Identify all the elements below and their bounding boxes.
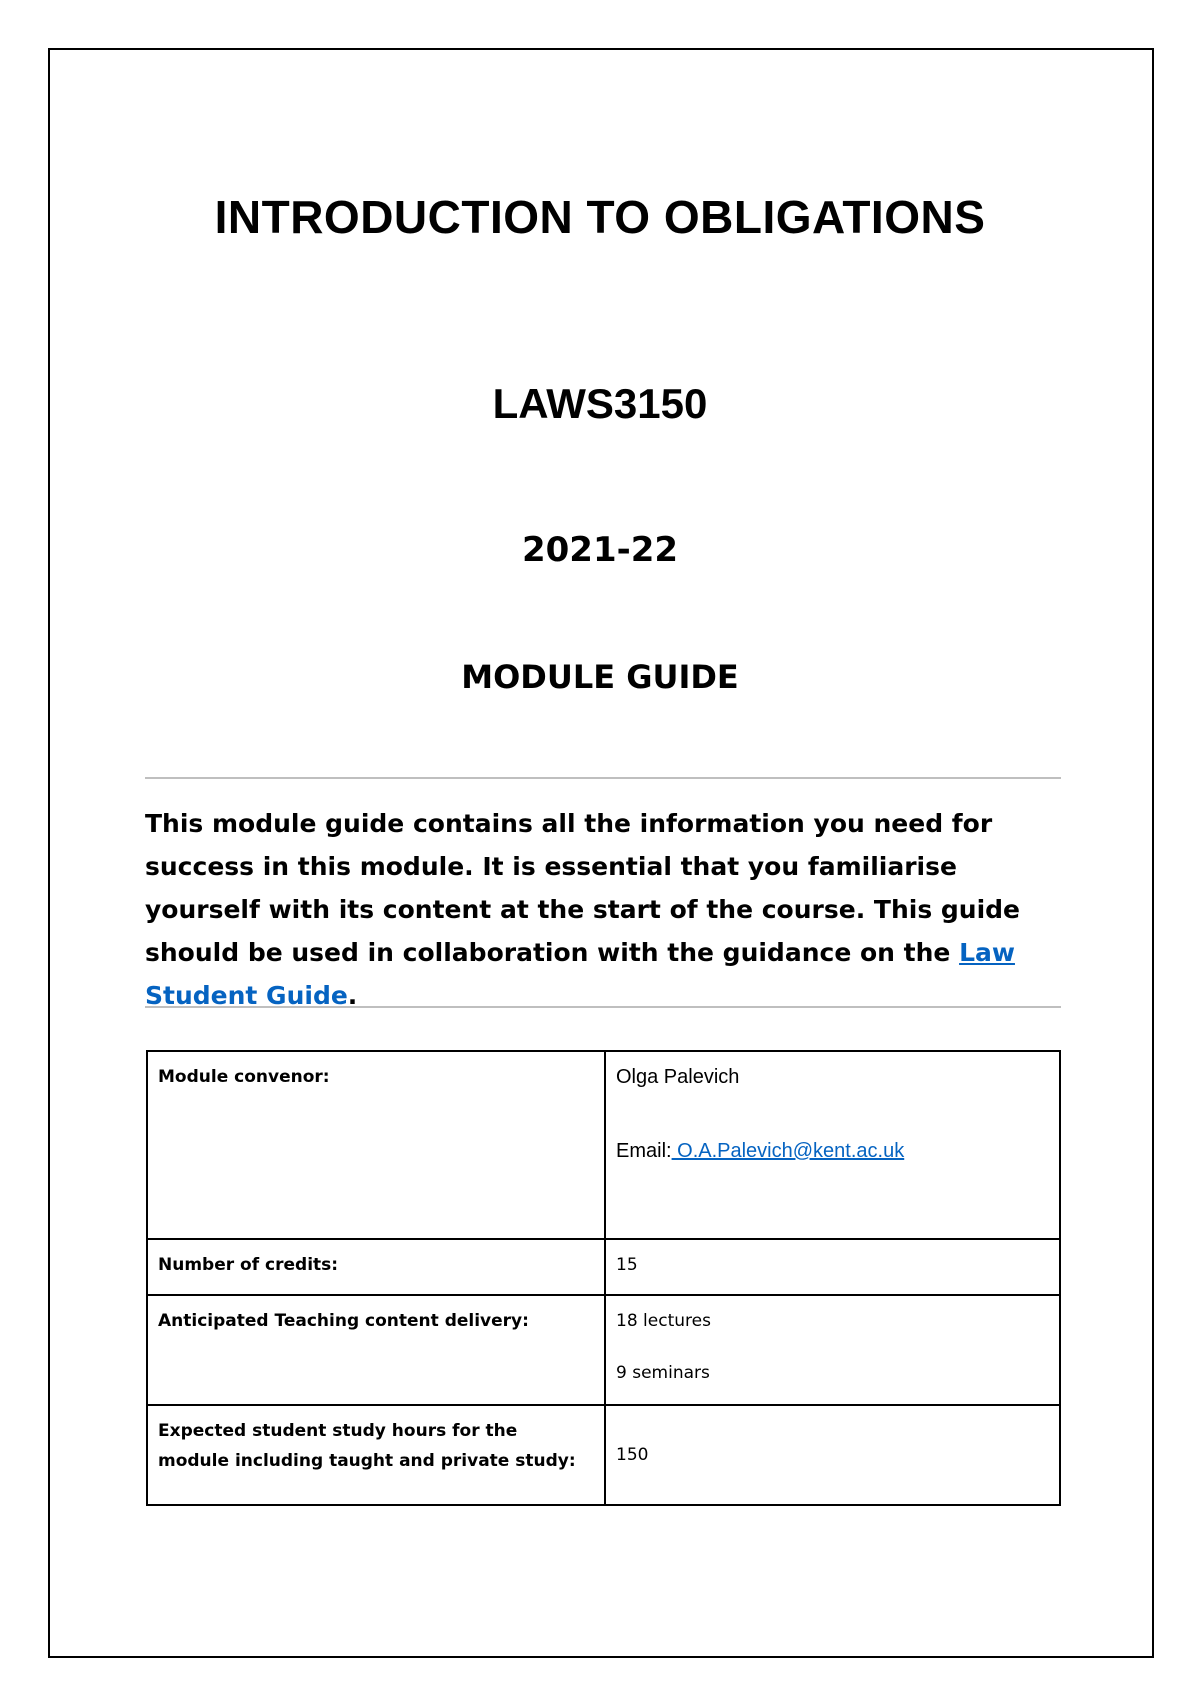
- convenor-cell: [605, 1051, 1060, 1239]
- document-subtitle: MODULE GUIDE: [461, 658, 739, 696]
- divider-top: [145, 777, 1061, 779]
- credits-value: 15: [605, 1239, 1060, 1295]
- intro-text: This module guide contains all the information you need for success in this module. It is essential that you familiarise yourself with its content at the start of the course. This guide should be used in collaboration with the guidance on the: [145, 809, 1021, 967]
- page-title: INTRODUCTION TO OBLIGATIONS: [214, 191, 986, 243]
- convenor-email-line: [616, 1136, 1049, 1166]
- hours-label: Expected student study hours for the module including taught and private study:: [147, 1405, 605, 1505]
- module-info-table: [146, 1050, 1061, 1506]
- delivery-cell: [605, 1295, 1060, 1405]
- academic-year: 2021-22: [521, 530, 679, 570]
- delivery-label: Anticipated Teaching content delivery:: [147, 1295, 605, 1405]
- intro-paragraph: [145, 802, 1075, 1017]
- credits-label: Number of credits:: [147, 1239, 605, 1295]
- law-student-guide-link[interactable]: Law Student Guide: [145, 938, 1015, 1010]
- convenor-name: Olga Palevich: [616, 1066, 740, 1088]
- delivery-lectures: 18 lectures: [616, 1311, 711, 1331]
- table-row: [147, 1295, 1060, 1405]
- divider-bottom: [145, 1006, 1061, 1008]
- table-row: [147, 1405, 1060, 1505]
- delivery-seminars: 9 seminars: [616, 1363, 710, 1383]
- convenor-email-link[interactable]: O.A.Palevich@kent.ac.uk: [671, 1140, 905, 1162]
- intro-end: .: [347, 981, 358, 1010]
- hours-value: 150: [605, 1405, 1060, 1505]
- email-label: Email:: [616, 1140, 672, 1162]
- table-row: [147, 1239, 1060, 1295]
- convenor-label: Module convenor:: [147, 1051, 605, 1239]
- table-row: [147, 1051, 1060, 1239]
- module-code: LAWS3150: [492, 380, 708, 427]
